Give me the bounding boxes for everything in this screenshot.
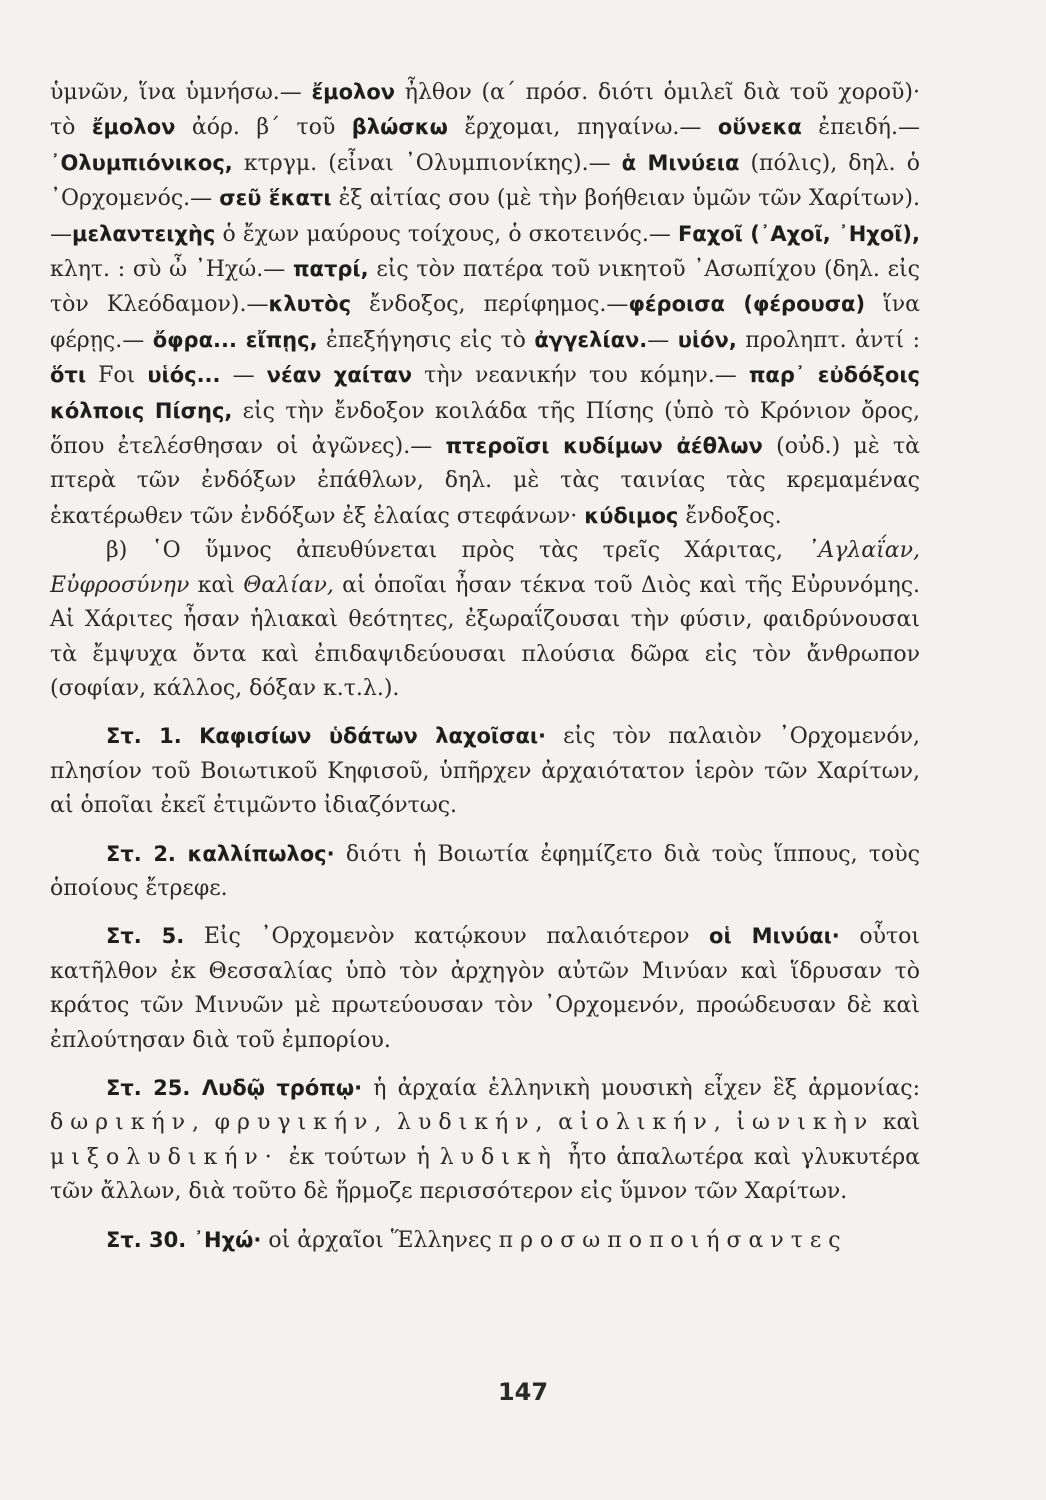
verse-note-paragraph xyxy=(50,1223,920,1258)
text-run: διότι ἡ Βοιωτία ἐφημίζετο διὰ τοὺς ἵππους, τοὺς ὁποίους ἔτρεφε. xyxy=(50,841,920,901)
lemma-term: πτεροῖσι κυδίμων ἀέθλων xyxy=(445,434,763,459)
text-run: ἔνδοξος. xyxy=(678,503,782,529)
text-run: ἐξ αἰτίας σου (μὲ τὴν βοήθειαν ὑμῶν τῶν Χαρίτων).— xyxy=(50,186,920,247)
text-run: β) ῾Ο ὕμνος ἀπευθύνεται πρὸς τὰς τρεῖς Χάριτας, xyxy=(106,538,808,564)
text-run: κλητ. : σὺ ὦ ᾿Ηχώ.— xyxy=(50,257,293,283)
spaced-term: αἰολικήν, xyxy=(558,1110,728,1136)
lemma-term: ἁ Μινύεια xyxy=(621,150,740,175)
lemma-term: Fαχοῖ (᾿Αχοῖ, ᾿Ηχοῖ), xyxy=(677,221,921,246)
lemma-term: Στ. 30. ᾿Ηχώ· xyxy=(106,1227,262,1252)
lemma-term: παρ᾿ εὐδόξοις κόλποις Πίσης, xyxy=(50,363,920,423)
lemma-term: Στ. 2. καλλίπωλος· xyxy=(106,841,335,866)
lemma-term: Στ. 25. Λυδῷ τρόπῳ· xyxy=(106,1075,363,1100)
text-run: αἱ ὁποῖαι ἦσαν τέκνα τοῦ Διὸς καὶ τῆς Εὐρυνόμης. Αἱ Χάριτες ἦσαν ἡλιακαὶ θεότητες, ἐξωραΐζουσαι τὴν φύσιν, φαιδρύνουσαι τὰ ἔμψυχα ὄντα καὶ ἐπιδαψιδεύουσαι πλούσια δῶρα εἰς τὸν ἄνθρωπον (σοφίαν, κάλλος, δόξαν κ.τ.λ.). xyxy=(50,572,921,701)
text-run: οὗτοι κατῆλθον ἐκ Θεσσαλίας ὑπὸ τὸν ἀρχηγὸν αὐτῶν Μινύαν καὶ ἵδρυσαν τὸ κράτος τῶν Μινυῶν μὲ πρωτεύουσαν τὸν ᾿Ορχομενόν, προώδευσαν δὲ καὶ ἐπλούτησαν διὰ τοῦ ἐμπορίου. xyxy=(50,924,920,1053)
commentary-paragraph xyxy=(50,534,920,706)
text-run: καὶ xyxy=(874,1110,921,1136)
text-run: ἐπειδή.— xyxy=(801,115,920,141)
lemma-term: οὕνεκα xyxy=(717,115,802,140)
text-run: ὑμνῶν, ἵνα ὑμνήσω.— xyxy=(50,80,312,105)
text-run: — xyxy=(220,363,267,389)
verse-note-paragraph xyxy=(50,837,920,907)
page-number: 147 xyxy=(497,1378,549,1406)
lemma-term: ἔμολον xyxy=(91,115,176,140)
text-run: ἐπεξήγησις εἰς τὸ xyxy=(317,327,535,353)
text-run: ἐκ τούτων ἡ xyxy=(278,1144,440,1170)
italic-name: Θαλίαν, xyxy=(243,572,334,598)
text-run: ἔρχομαι, πηγαίνω.— xyxy=(447,115,718,141)
lemma-term: μελαντειχὴς xyxy=(72,221,216,246)
text-run: εἰς τὴν ἔνδοξον κοιλάδα τῆς Πίσης (ὑπὸ τὸ Κρόνιον ὄρος, ὅπου ἐτελέσθησαν οἱ ἀγῶνες).— xyxy=(50,398,921,460)
verse-note-paragraph xyxy=(50,719,920,823)
lemma-term: νέαν χαίταν xyxy=(266,363,413,388)
spaced-term: λυδικήν, xyxy=(397,1110,550,1136)
text-run: εἰς τὸν παλαιὸν ᾿Ορχομενόν, πλησίον τοῦ Βοιωτικοῦ Κηφισοῦ, ὑπῆρχεν ἀρχαιότατον ἱερὸν τῶν Χαρίτων, αἱ ὁποῖαι ἐκεῖ ἐτιμῶντο ἰδιαζόντως. xyxy=(50,724,920,819)
text-run: (πόλις), δηλ. ὁ ᾿Ορχομενός.— xyxy=(50,150,920,212)
text-run: (οὐδ.) μὲ τὰ πτερὰ τῶν ἐνδόξων ἐπάθλων, δηλ. μὲ τὰς ταινίας τὰς κρεμαμένας ἑκατέρωθεν τῶν ἐνδόξων ἐξ ἐλαίας στεφάνων· xyxy=(50,434,920,529)
lemma-term: υἱός... xyxy=(147,363,221,388)
text-run: ἀόρ. β΄ τοῦ xyxy=(175,115,352,141)
text-run xyxy=(388,1110,397,1135)
spaced-term: ἰωνικὴν xyxy=(736,1110,875,1136)
lemma-term: πατρί, xyxy=(292,257,369,282)
verse-note-paragraph xyxy=(50,1071,920,1210)
spaced-term: δωρικήν, xyxy=(50,1110,207,1136)
text-run: Fοι xyxy=(86,363,148,389)
lemma-term: ὅτι xyxy=(50,363,87,388)
text-run: προληπτ. ἀντί : xyxy=(736,327,920,353)
lemma-term: ὄφρα... εἴπῃς, xyxy=(152,327,318,352)
text-run: ὁ ἔχων μαύρους τοίχους, ὁ σκοτεινός.— xyxy=(215,221,678,247)
lemma-term: οἱ Μινύαι· xyxy=(709,924,840,949)
text-run: — xyxy=(647,327,678,353)
text-run: ἔνδοξος, περίφημος.— xyxy=(351,292,629,318)
lemma-term: υἱόν, xyxy=(677,327,737,352)
spaced-term: φρυγικήν, xyxy=(214,1110,389,1136)
verse-note-paragraph xyxy=(50,919,920,1058)
text-run: ἵνα φέρῃς.— xyxy=(50,292,920,353)
text-run: κτργμ. (εἶναι ᾿Ολυμπιονίκης).— xyxy=(232,150,622,176)
lemma-term: ἔμολον xyxy=(311,80,396,104)
lemma-term: ᾿Ολυμπιόνικος, xyxy=(50,150,233,175)
spaced-term: προσωποποιήσαντες xyxy=(498,1227,848,1253)
text-run: καὶ xyxy=(189,572,244,598)
lemma-term: Στ. 5. xyxy=(106,924,185,949)
spaced-term: λυδικὴ xyxy=(439,1144,558,1170)
text-run xyxy=(550,1110,559,1135)
lemma-term: κλυτὸς xyxy=(268,292,352,317)
text-run: εἰς τὸν πατέρα τοῦ νικητοῦ ᾿Ασωπίχου (δηλ. εἰς τὸν Κλεόδαμον).— xyxy=(50,257,920,318)
lemma-term: ἀγγελίαν. xyxy=(534,327,648,352)
text-run: τὴν νεανικήν του κόμην.— xyxy=(412,363,749,389)
lemma-term: κύδιμος xyxy=(584,503,679,528)
commentary-paragraph xyxy=(50,75,920,534)
lemma-term: φέροισα (φέρουσα) xyxy=(628,292,866,317)
text-run: Εἰς ᾿Ορχομενὸν κατῴκουν παλαιότερον xyxy=(184,924,710,950)
body-text xyxy=(50,75,920,1258)
lemma-term: σεῦ ἕκατι xyxy=(219,186,332,211)
lemma-term: Στ. 1. Καφισίων ὑδάτων λαχοῖσαι· xyxy=(106,724,547,749)
text-run: ἦτο ἁπαλωτέρα καὶ γλυκυτέρα τῶν ἄλλων, διὰ τοῦτο δὲ ἥρμοζε περισσότερον εἰς ὕμνον τῶν Χαρίτων. xyxy=(50,1144,920,1205)
text-run: ἡ ἀρχαία ἑλληνικὴ μουσικὴ εἶχεν ἓξ ἁρμονίας: xyxy=(362,1075,921,1101)
lemma-term: βλώσκω xyxy=(351,115,448,140)
text-run xyxy=(206,1110,215,1135)
spaced-term: μιξολυδικήν· xyxy=(50,1144,279,1170)
text-run: ἦλθον (α΄ πρόσ. διότι ὁμιλεῖ διὰ τοῦ χοροῦ)· τὸ xyxy=(50,80,920,141)
italic-name: ᾿Αγλαΐαν, Εὐφροσύνην xyxy=(50,538,920,598)
text-run: οἱ ἀρχαῖοι Ἕλληνες xyxy=(261,1227,499,1253)
